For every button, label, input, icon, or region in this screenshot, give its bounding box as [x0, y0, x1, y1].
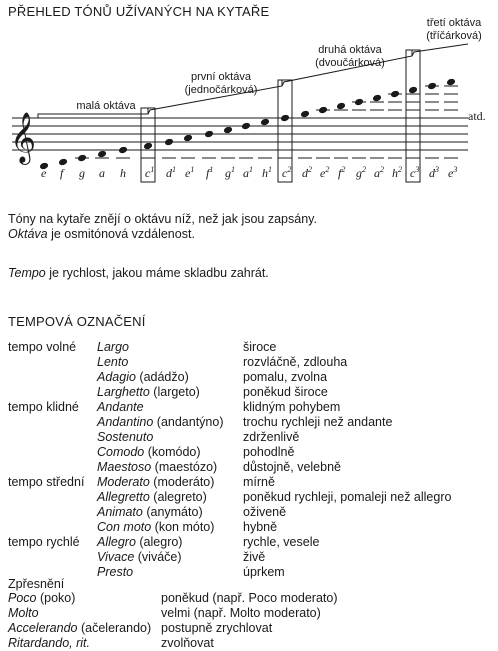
tempo-term-name: Allegro	[97, 535, 136, 549]
svg-text:𝄞: 𝄞	[10, 113, 37, 162]
tempo-term	[97, 445, 201, 460]
note-head	[118, 146, 128, 155]
note-name: $c^3$	[410, 165, 420, 180]
octave-label-treti: třetí oktáva (tříčárková)	[426, 17, 482, 42]
note-name: $f^1$	[206, 165, 214, 180]
note-head	[300, 110, 310, 119]
treble-clef-icon	[10, 113, 36, 165]
refinement-term-name: Accelerando	[8, 621, 78, 635]
tempo-group-label: tempo klidné	[8, 400, 79, 414]
tempo-meaning: pohodlně	[243, 445, 295, 459]
tempo-term-pronunciation: (alegro)	[135, 535, 183, 549]
note-octave-mark: 3	[435, 165, 439, 174]
tempo-term	[97, 400, 144, 415]
note-head	[77, 154, 87, 163]
tempo-term	[97, 370, 189, 385]
tempo-term-name: Larghetto	[97, 385, 150, 399]
note-name: $e^3$	[448, 165, 458, 180]
note-name: f	[60, 166, 64, 180]
octave-box	[406, 50, 420, 182]
tempo-group-label: tempo volné	[8, 340, 77, 354]
tempo-term-name: Presto	[97, 565, 134, 579]
note-octave-mark: 3	[453, 165, 458, 174]
tempo-term-name: Con moto	[97, 520, 152, 534]
octave-label-mala: malá oktáva	[76, 100, 136, 112]
note-octave-mark: 2	[398, 165, 402, 174]
tempo-term-pronunciation: (largeto)	[149, 385, 200, 399]
refinement-term-pronunciation: (ačelerando)	[77, 621, 152, 635]
note-head	[58, 158, 68, 167]
note-name: e	[41, 166, 47, 180]
refinement-meaning: poněkud (např. Poco moderato)	[161, 591, 338, 605]
note-head	[97, 150, 107, 159]
note-name: $e^1$	[185, 165, 195, 180]
note-head	[164, 138, 174, 147]
note-head	[260, 118, 270, 127]
note-octave-mark: 1	[268, 165, 272, 174]
tempo-term-pronunciation: (moderáto)	[149, 475, 215, 489]
tempo-term	[97, 490, 207, 505]
refinement-meaning: postupně zrychlovat	[161, 621, 273, 635]
tempo-term	[97, 505, 203, 520]
note-octave-mark: 2	[362, 165, 366, 174]
tempo-meaning: oživeně	[243, 505, 287, 519]
note-head	[223, 126, 233, 135]
tempo-meaning: trochu rychleji než andante	[243, 415, 393, 429]
intro-line-1: Tóny na kytaře znějí o oktávu níž, než jak jsou zapsány.	[8, 212, 317, 226]
note-name: h	[120, 166, 126, 180]
tempo-meaning: mírně	[243, 475, 275, 489]
intro-line-3: Tempo je rychlost, jakou máme skladbu zahrát.	[8, 266, 269, 280]
note-name: $a^1$	[243, 165, 253, 180]
tempo-term-pronunciation: (komódo)	[144, 445, 201, 459]
tempo-term	[97, 340, 129, 355]
octave-label-druha: druhá oktáva (dvoučárková)	[315, 44, 385, 69]
tempo-term-pronunciation: (kon móto)	[151, 520, 215, 534]
refinement-meaning: velmi (např. Molto moderato)	[161, 606, 321, 620]
note-octave-mark: 2	[341, 165, 346, 174]
note-name: $d^2$	[302, 165, 312, 180]
tempo-term-pronunciation: (viváče)	[134, 550, 182, 564]
note-octave-mark: 1	[231, 165, 235, 174]
tempo-meaning: klidným pohybem	[243, 400, 341, 414]
note-head	[241, 122, 251, 131]
note-name: $h^2$	[392, 165, 402, 180]
note-name: $e^2$	[320, 165, 330, 180]
tempo-term-name: Maestoso	[97, 460, 152, 474]
note-octave-mark: 1	[150, 165, 155, 174]
tempo-term-name: Andante	[97, 400, 144, 414]
note-head	[280, 114, 290, 123]
svg-text:atd.: atd.	[468, 109, 486, 123]
staff-lines	[12, 118, 468, 150]
note-name: $g^1$	[225, 165, 235, 180]
tempo-term-pronunciation: (andantýno)	[153, 415, 224, 429]
tempo-term-name: Moderato	[97, 475, 150, 489]
note-head	[336, 102, 346, 111]
tempo-term-pronunciation: (alegreto)	[149, 490, 207, 504]
tempo-meaning: široce	[243, 340, 277, 354]
tempo-term-name: Sostenuto	[97, 430, 154, 444]
note-octave-mark: 1	[172, 165, 176, 174]
refinement-term	[8, 606, 39, 621]
tempo-term-name: Lento	[97, 355, 129, 369]
tempo-term	[97, 415, 224, 430]
tempo-term-name: Allegretto	[97, 490, 150, 504]
note-head	[143, 142, 153, 151]
page-title: PŘEHLED TÓNŮ UŽÍVANÝCH NA KYTAŘE	[8, 4, 270, 19]
note-name: g	[79, 166, 85, 180]
tempo-meaning: rozvláčně, zdlouha	[243, 355, 348, 369]
note-name: $d^3$	[429, 165, 439, 180]
note-head	[390, 90, 400, 99]
tempo-term	[97, 385, 200, 400]
note-head	[204, 130, 214, 139]
tempo-term-name: Comodo	[97, 445, 145, 459]
tempo-group-label: tempo rychlé	[8, 535, 80, 549]
refinement-term	[8, 636, 90, 651]
tempo-meaning: hybně	[243, 520, 278, 534]
note-octave-mark: 1	[190, 165, 195, 174]
note-name: $h^1$	[262, 165, 272, 180]
intro-line-2: Oktáva je osmitónová vzdálenost.	[8, 227, 195, 241]
tempo-term-name: Adagio	[97, 370, 136, 384]
tempo-meaning: živě	[243, 550, 266, 564]
tempo-meaning: poněkud rychleji, pomaleji než allegro	[243, 490, 452, 504]
tempo-meaning: pomalu, zvolna	[243, 370, 328, 384]
note-octave-mark: 2	[287, 165, 292, 174]
note-name: $g^2$	[356, 165, 366, 180]
tempo-meaning: poněkud široce	[243, 385, 328, 399]
octave-label-prvni: první oktáva (jednočárková)	[184, 71, 258, 96]
tempo-heading: TEMPOVÁ OZNAČENÍ	[8, 314, 146, 329]
note-head	[427, 82, 437, 91]
refinement-term	[8, 621, 151, 636]
tempo-term-name: Largo	[97, 340, 129, 354]
refinement-term-name: Ritardando, rit.	[8, 636, 90, 650]
tempo-term	[97, 550, 182, 565]
term-oktava: Oktáva	[8, 227, 48, 241]
tempo-term-name: Vivace	[97, 550, 135, 564]
note-octave-mark: 3	[415, 165, 420, 174]
tempo-meaning: zdrženlivě	[243, 430, 300, 444]
note-name: $a^2$	[374, 165, 384, 180]
note-head	[183, 134, 193, 143]
refinement-heading: Zpřesnění	[8, 577, 65, 591]
tempo-meaning: důstojně, velebně	[243, 460, 341, 474]
note-head	[446, 78, 456, 87]
note-octave-mark: 2	[380, 165, 384, 174]
note-head	[354, 98, 364, 107]
refinement-term-name: Molto	[8, 606, 39, 620]
tempo-group-label: tempo střední	[8, 475, 85, 489]
tempo-term-pronunciation: (anymáto)	[142, 505, 203, 519]
note-name: $f^2$	[338, 165, 346, 180]
tempo-term	[97, 475, 214, 490]
note-octave-mark: 2	[308, 165, 312, 174]
tempo-term	[97, 535, 182, 550]
note-head	[408, 86, 418, 95]
note-head	[318, 106, 328, 115]
note-name: a	[99, 166, 105, 180]
note-octave-mark: 1	[209, 165, 214, 174]
tempo-term	[97, 355, 128, 370]
note-name: $d^1$	[166, 165, 176, 180]
note-octave-mark: 1	[249, 165, 253, 174]
term-tempo: Tempo	[8, 266, 46, 280]
tempo-meaning: úprkem	[243, 565, 285, 579]
note-octave-mark: 2	[325, 165, 330, 174]
tempo-term	[97, 565, 133, 580]
tempo-term-pronunciation: (maestózo)	[151, 460, 218, 474]
tempo-term-name: Andantino	[97, 415, 154, 429]
tempo-term-name: Animato	[97, 505, 143, 519]
note-name: $c^1$	[145, 165, 155, 180]
tempo-term-pronunciation: (adádžo)	[135, 370, 189, 384]
tempo-meaning: rychle, vesele	[243, 535, 320, 549]
refinement-term-pronunciation: (poko)	[36, 591, 76, 605]
refinement-term-name: Poco	[8, 591, 37, 605]
refinement-term	[8, 591, 75, 606]
note-name: $c^2$	[282, 165, 292, 180]
tempo-term	[97, 430, 153, 445]
tempo-term	[97, 460, 217, 475]
tempo-term	[97, 520, 214, 535]
refinement-meaning: zvolňovat	[161, 636, 214, 650]
note-head	[372, 94, 382, 103]
